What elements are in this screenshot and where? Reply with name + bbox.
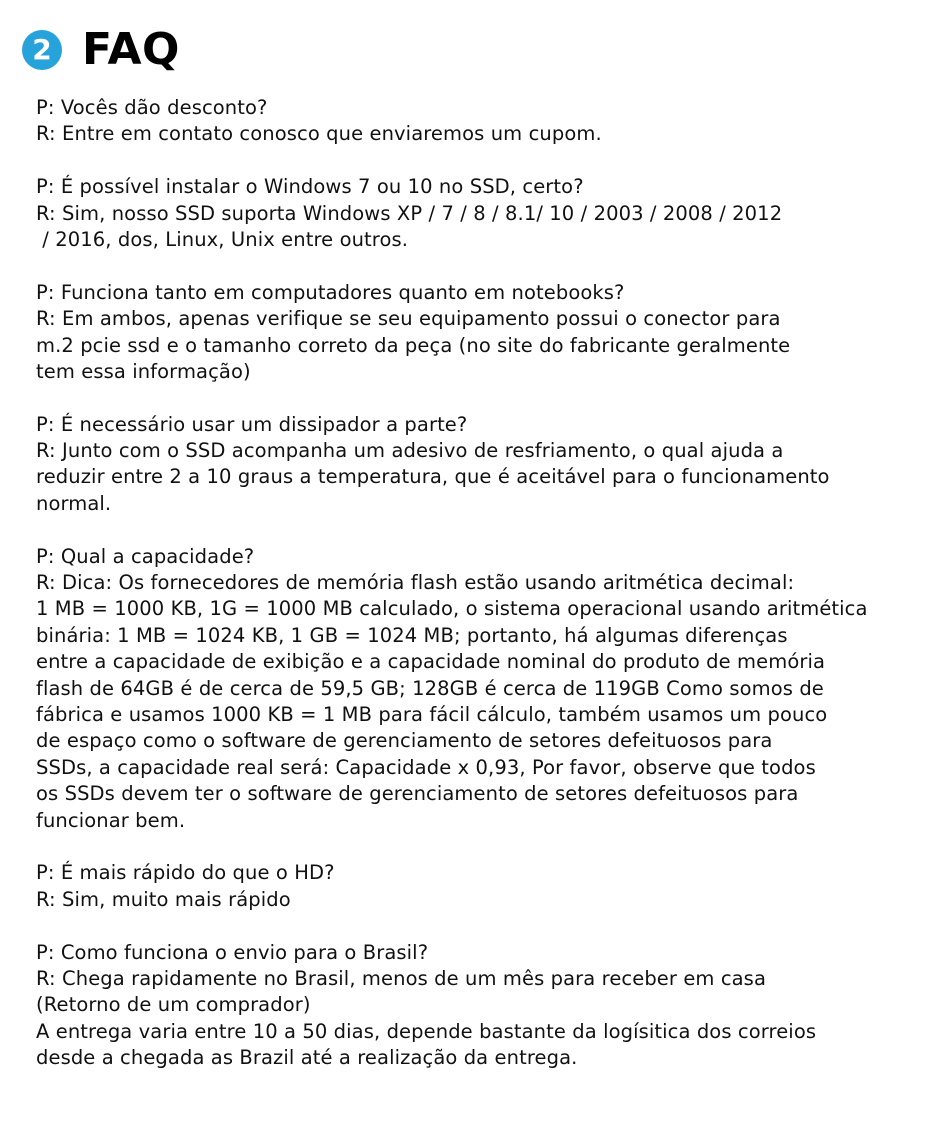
faq-answer: R: Entre em contato conosco que enviaremos um cupom. [36,122,602,146]
faq-line: os SSDs devem ter o software de gerenciamento de setores defeituosos para [36,782,799,806]
faq-question: P: Funciona tanto em computadores quanto em notebooks? [36,280,625,304]
faq-line: A entrega varia entre 10 a 50 dias, depende bastante da logísitica dos correios [36,1019,817,1043]
faq-line: / 2016, dos, Linux, Unix entre outros. [36,227,409,251]
faq-line: binária: 1 MB = 1024 KB, 1 GB = 1024 MB; portanto, há algumas diferenças [36,623,788,647]
faq-line: tem essa informação) [36,359,251,383]
faq-line: reduzir entre 2 a 10 graus a temperatura, que é aceitável para o funcionamento [36,465,830,489]
faq-line: de espaço como o software de gerenciamento de setores defeituosos para [36,729,773,753]
faq-line: normal. [36,491,112,515]
faq-blank-line [36,385,916,411]
faq-question: P: É possível instalar o Windows 7 ou 10 no SSD, certo? [36,175,584,199]
faq-line: flash de 64GB é de cerca de 59,5 GB; 128GB é cerca de 119GB Como somos de [36,676,824,700]
faq-text-block [36,95,916,1071]
faq-question: P: Qual a capacidade? [36,544,255,568]
faq-answer: R: Em ambos, apenas verifique se seu equipamento possui o conector para [36,307,781,331]
faq-answer: R: Chega rapidamente no Brasil, menos de um mês para receber em casa [36,966,766,990]
faq-line: 1 MB = 1000 KB, 1G = 1000 MB calculado, o sistema operacional usando aritmética [36,597,868,621]
faq-answer: R: Sim, nosso SSD suporta Windows XP / 7 / 8 / 8.1/ 10 / 2003 / 2008 / 2012 [36,201,783,225]
faq-answer: R: Dica: Os fornecedores de memória flash estão usando aritmética decimal: [36,571,795,595]
faq-question: P: É necessário usar um dissipador a parte? [36,412,468,436]
faq-answer: R: Junto com o SSD acompanha um adesivo de resfriamento, o qual ajuda a [36,439,784,463]
faq-line: SSDs, a capacidade real será: Capacidade x 0,93, Por favor, observe que todos [36,755,816,779]
faq-line: (Retorno de um comprador) [36,993,311,1017]
faq-blank-line [36,148,916,174]
faq-question: P: Como funciona o envio para o Brasil? [36,940,429,964]
faq-blank-line [36,913,916,939]
section-number-badge: 2 [22,30,62,70]
page-title: FAQ [82,24,180,75]
faq-header [22,22,180,78]
faq-line: entre a capacidade de exibição e a capacidade nominal do produto de memória [36,650,826,674]
faq-line: fábrica e usamos 1000 KB = 1 MB para fácil cálculo, também usamos um pouco [36,702,828,726]
faq-question: P: É mais rápido do que o HD? [36,861,335,885]
faq-blank-line [36,253,916,279]
faq-line: funcionar bem. [36,808,186,832]
faq-blank-line [36,517,916,543]
faq-line: desde a chegada as Brazil até a realização da entrega. [36,1046,578,1070]
faq-blank-line [36,834,916,860]
faq-answer: R: Sim, muito mais rápido [36,887,291,911]
faq-line: m.2 pcie ssd e o tamanho correto da peça (no site do fabricante geralmente [36,333,791,357]
faq-question: P: Vocês dão desconto? [36,96,268,119]
